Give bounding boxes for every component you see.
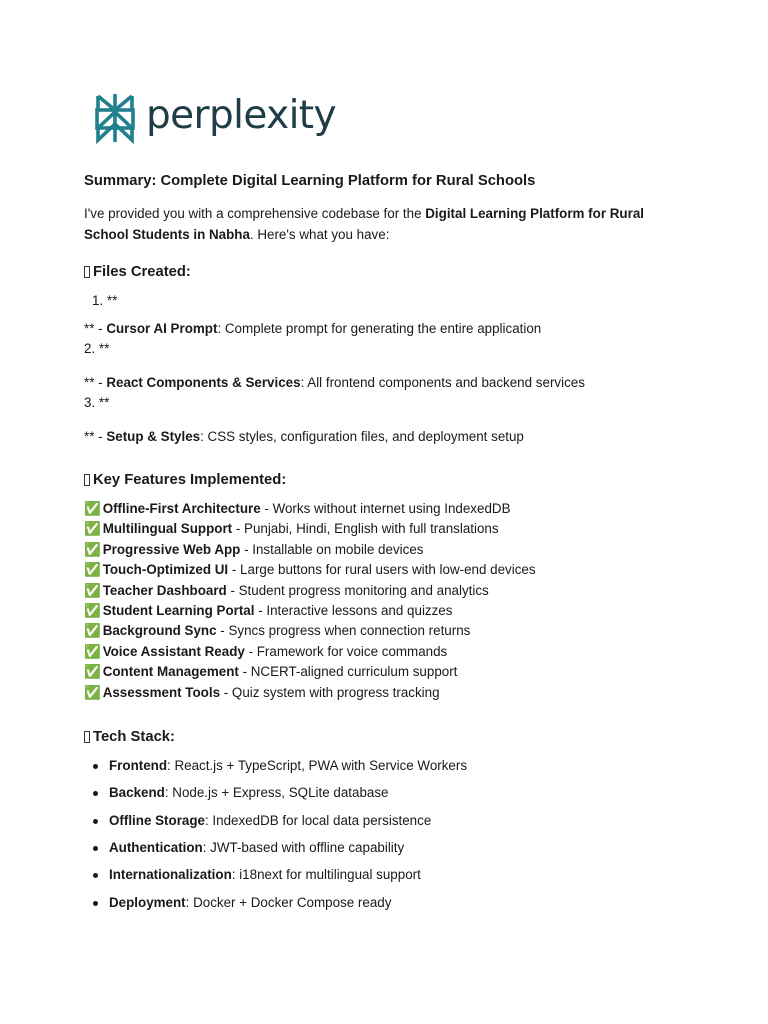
perplexity-logo	[94, 92, 336, 144]
feature-text: - Interactive lessons and quizzes	[254, 603, 453, 619]
feature-label: Assessment Tools	[102, 684, 221, 700]
feature-text: - Student progress monitoring and analytics	[226, 582, 489, 598]
files-section	[84, 291, 684, 447]
file-item-prefix: ** -	[84, 321, 107, 336]
feature-item	[84, 519, 684, 539]
tech-label: Frontend	[109, 758, 168, 774]
checkmark-icon: ✅	[84, 582, 101, 598]
checkmark-icon: ✅	[84, 623, 101, 639]
feature-label: Voice Assistant Ready	[102, 643, 245, 659]
tech-text: : Docker + Docker Compose ready	[185, 894, 392, 910]
feature-label: Teacher Dashboard	[102, 582, 227, 598]
feature-text: - Installable on mobile devices	[240, 541, 424, 557]
file-item	[84, 373, 684, 393]
feature-label: Offline-First Architecture	[102, 501, 261, 516]
file-item-text: : Complete prompt for generating the entire application	[217, 321, 542, 336]
list-item	[84, 756, 684, 776]
file-item-next-number: 2. **	[84, 341, 110, 356]
feature-item	[84, 540, 684, 560]
tech-text: : React.js + TypeScript, PWA with Service Workers	[167, 758, 468, 774]
file-item	[84, 319, 684, 339]
feature-text: - NCERT-aligned curriculum support	[238, 664, 458, 680]
feature-label: Content Management	[102, 664, 239, 680]
intro-text-bold: Digital Learning Platform for Rural School Students in Nabha	[84, 206, 644, 242]
missing-glyph-icon	[84, 474, 90, 486]
tech-text: : JWT-based with offline capability	[202, 839, 405, 855]
list-item	[84, 893, 684, 913]
feature-label: Background Sync	[102, 623, 217, 639]
feature-label: Multilingual Support	[102, 521, 233, 537]
feature-item	[84, 581, 684, 601]
intro-text-before: I've provided you with a comprehensive codebase for the	[84, 206, 426, 221]
checkmark-icon: ✅	[84, 664, 101, 680]
file-item-text: : CSS styles, configuration files, and deployment setup	[200, 429, 524, 444]
page-title: Summary: Complete Digital Learning Platform for Rural Schools	[84, 173, 536, 189]
feature-item	[84, 642, 684, 662]
tech-label: Backend	[109, 785, 165, 801]
feature-label: Student Learning Portal	[102, 603, 255, 619]
file-item-prefix: ** -	[84, 375, 107, 390]
feature-text: - Large buttons for rural users with low-end devices	[228, 562, 536, 578]
feature-item	[84, 662, 684, 682]
feature-item	[84, 621, 684, 641]
checkmark-icon: ✅	[84, 501, 101, 516]
file-item-label: Cursor AI Prompt	[106, 321, 218, 336]
list-item	[84, 865, 684, 885]
intro-text-after: . Here's what you have:	[249, 227, 390, 242]
features-list	[84, 499, 684, 703]
feature-item	[84, 601, 684, 621]
intro-paragraph	[84, 203, 684, 245]
file-item	[84, 427, 684, 447]
checkmark-icon: ✅	[84, 643, 101, 659]
features-heading-text: Key Features Implemented:	[93, 472, 287, 488]
checkmark-icon: ✅	[84, 541, 101, 557]
missing-glyph-icon	[84, 266, 90, 278]
files-list-start: 1. **	[92, 293, 118, 308]
tech-label: Authentication	[109, 839, 203, 855]
missing-glyph-icon	[84, 731, 90, 743]
feature-text: - Syncs progress when connection returns	[216, 623, 471, 639]
feature-label: Progressive Web App	[102, 541, 241, 557]
tech-stack-list	[84, 756, 684, 912]
file-item-prefix: ** -	[84, 429, 107, 444]
tech-label: Deployment	[109, 894, 186, 910]
tech-label: Internationalization	[109, 867, 232, 883]
feature-text: - Quiz system with progress tracking	[220, 684, 440, 700]
feature-text: - Framework for voice commands	[244, 643, 448, 659]
file-item-next-number: 3. **	[84, 395, 110, 410]
feature-item	[84, 499, 684, 519]
feature-text: - Punjabi, Hindi, English with full translations	[232, 521, 499, 537]
perplexity-logo-icon	[94, 92, 136, 144]
feature-item	[84, 560, 684, 580]
files-heading	[84, 261, 684, 283]
features-heading	[84, 469, 684, 491]
checkmark-icon: ✅	[84, 603, 101, 619]
checkmark-icon: ✅	[84, 562, 101, 578]
files-heading-text: Files Created:	[93, 264, 191, 280]
tech-label: Offline Storage	[109, 812, 205, 828]
list-item	[84, 838, 684, 858]
checkmark-icon: ✅	[84, 521, 101, 537]
tech-text: : IndexedDB for local data persistence	[204, 812, 432, 828]
feature-label: Touch-Optimized UI	[102, 562, 229, 578]
tech-heading	[84, 726, 684, 748]
file-item-text: : All frontend components and backend services	[300, 375, 585, 390]
feature-item	[84, 683, 684, 703]
document-content	[84, 170, 684, 920]
checkmark-icon: ✅	[84, 684, 101, 700]
tech-text: : Node.js + Express, SQLite database	[164, 785, 389, 801]
file-item-label: Setup & Styles	[106, 429, 201, 444]
list-item	[84, 811, 684, 831]
feature-text: - Works without internet using IndexedDB	[260, 501, 511, 516]
file-item-label: React Components & Services	[106, 375, 301, 390]
tech-text: : i18next for multilingual support	[231, 867, 421, 883]
list-item	[84, 783, 684, 803]
logo-wordmark: perplexity	[146, 92, 336, 138]
tech-heading-text: Tech Stack:	[93, 729, 175, 746]
